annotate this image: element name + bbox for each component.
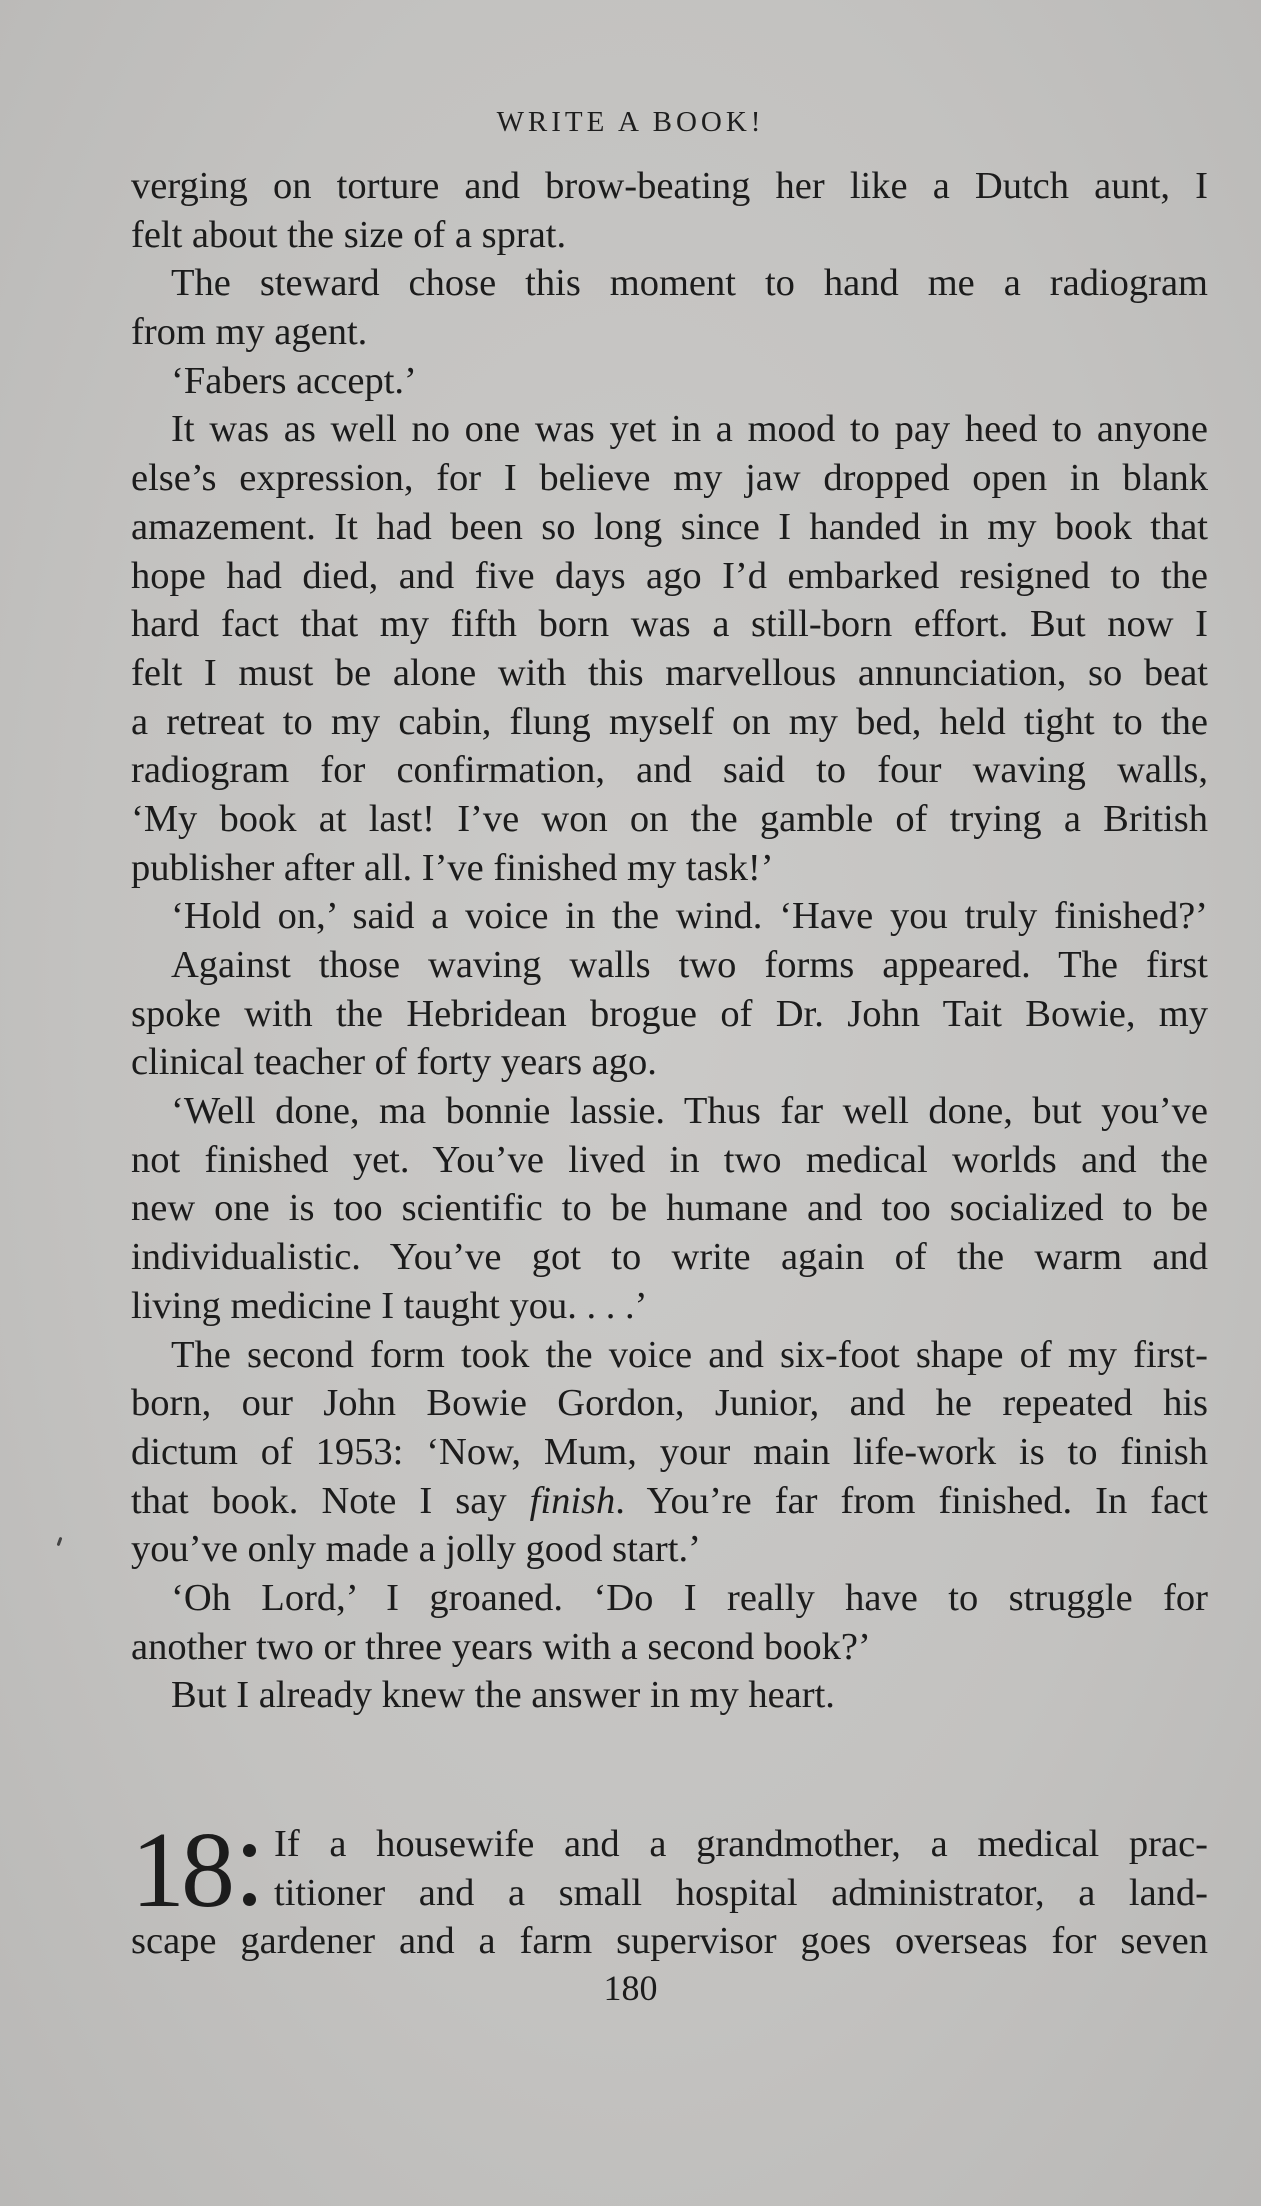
text-line: It was as well no one was yet in a mood to pay heed to anyone	[171, 408, 1208, 451]
colon-dot-icon	[243, 1893, 256, 1906]
running-head: WRITE A BOOK!	[496, 106, 765, 138]
text-line: ‘Fabers accept.’	[171, 359, 417, 402]
page-number: 180	[603, 1968, 658, 2008]
body-text	[131, 162, 1208, 1966]
text-line: new one is too scientific to be humane and too socialized to be	[131, 1187, 1208, 1230]
text-line: ‘Well done, ma bonnie lassie. Thus far well done, but you’ve	[171, 1090, 1208, 1133]
emphasis-finish: finish	[529, 1479, 616, 1522]
text-line: verging on torture and brow-beating her like a Dutch aunt, I	[131, 165, 1208, 207]
text-line: The steward chose this moment to hand me a radiogram	[171, 262, 1208, 305]
text-line: ‘My book at last! I’ve won on the gamble of trying a British	[131, 797, 1208, 840]
text-line: The second form took the voice and six-foot shape of my first-	[171, 1333, 1208, 1376]
text-line: born, our John Bowie Gordon, Junior, and he repeated his	[131, 1382, 1208, 1425]
text-line: hope had died, and five days ago I’d embarked resigned to the	[131, 554, 1208, 597]
text-line: living medicine I taught you. . . .’	[131, 1284, 648, 1327]
chapter-number: 18	[131, 1811, 231, 1930]
text-line: Against those waving walls two forms appeared. The first	[171, 944, 1208, 986]
section-gap	[131, 1720, 1208, 1820]
text-line: If a housewife and a grandmother, a medical prac-	[274, 1823, 1208, 1865]
text-line: another two or three years with a second book?’	[131, 1625, 871, 1668]
text-line: scape gardener and a farm supervisor goes overseas for seven	[131, 1920, 1208, 1963]
text-line: else’s expression, for I believe my jaw dropped open in blank	[131, 457, 1208, 500]
text-line: hard fact that my fifth born was a still-born effort. But now I	[131, 603, 1208, 646]
text-line: individualistic. You’ve got to write again of the warm and	[131, 1236, 1208, 1279]
text-line: not finished yet. You’ve lived in two medical worlds and the	[131, 1138, 1208, 1181]
text-line: titioner and a small hospital administrator, a land-	[274, 1871, 1208, 1914]
text-fragment: that book. Note I say	[131, 1479, 507, 1522]
chapter-lead-lines	[274, 1820, 1208, 1917]
text-line: spoke with the Hebridean brogue of Dr. John Tait Bowie, my	[131, 992, 1208, 1035]
text-line: felt I must be alone with this marvellous annunciation, so beat	[131, 651, 1208, 694]
text-line: radiogram for confirmation, and said to four waving walls,	[131, 749, 1208, 792]
text-fragment: . You’re far from finished. In fact	[615, 1479, 1208, 1522]
text-line: felt about the size of a sprat.	[131, 213, 567, 256]
text-line: publisher after all. I’ve finished my task!’	[131, 846, 774, 889]
chapter-opening	[131, 1811, 1208, 1930]
text-line: a retreat to my cabin, flung myself on my bed, held tight to the	[131, 700, 1208, 743]
text-line: ‘Oh Lord,’ I groaned. ‘Do I really have to struggle for	[171, 1576, 1208, 1619]
text-line: clinical teacher of forty years ago.	[131, 1041, 657, 1084]
colon-dot-icon	[243, 1844, 256, 1857]
text-line: from my agent.	[131, 311, 368, 354]
text-line	[131, 1477, 1208, 1526]
text-line: you’ve only made a jolly good start.’	[131, 1528, 701, 1571]
text-line: amazement. It had been so long since I handed in my book that	[131, 505, 1208, 548]
text-line: But I already knew the answer in my heart.	[171, 1674, 835, 1717]
text-line: dictum of 1953: ‘Now, Mum, your main life-work is to finish	[131, 1430, 1208, 1473]
text-line: ‘Hold on,’ said a voice in the wind. ‘Have you truly finished?’	[171, 895, 1208, 938]
paper-speck-icon	[57, 1537, 63, 1546]
